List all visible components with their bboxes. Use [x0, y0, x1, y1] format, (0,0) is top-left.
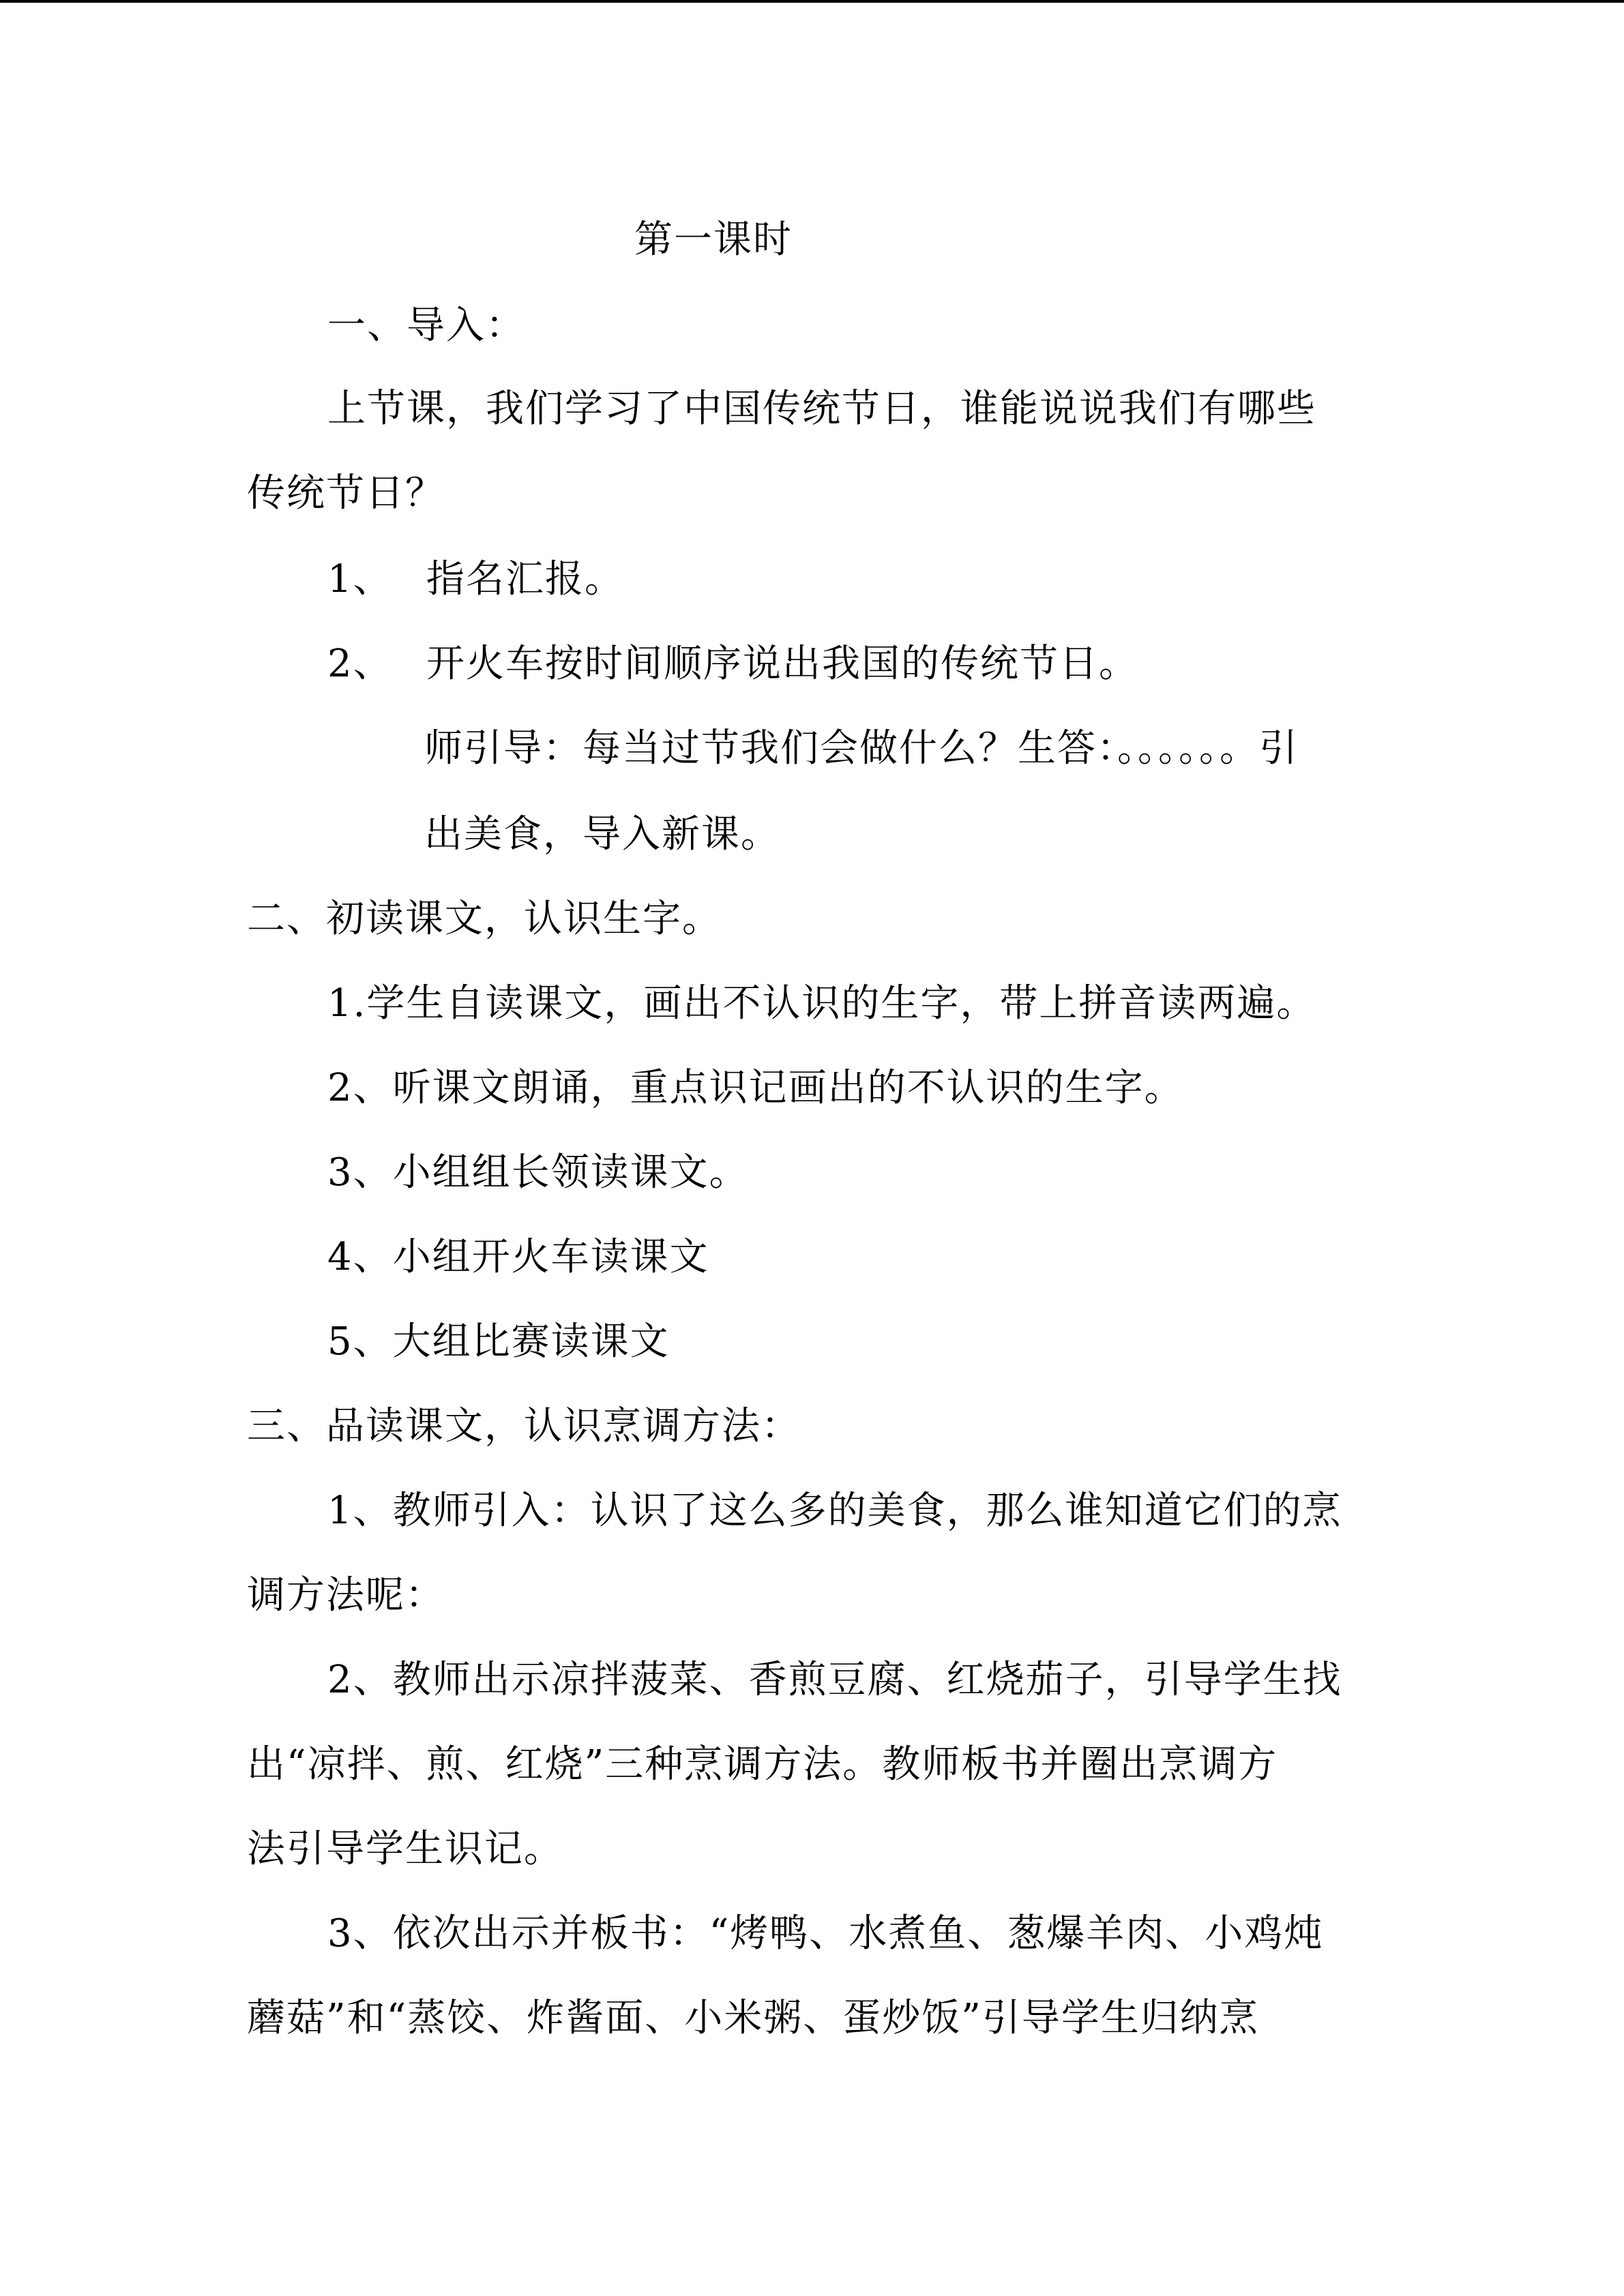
paragraph-line: 出美食，导入新课。: [424, 812, 780, 856]
list-item: 4、小组开火车读课文: [327, 1235, 709, 1279]
lesson-title: 第一课时: [634, 218, 793, 262]
list-item: 1.学生自读课文，画出不认识的生字，带上拼音读两遍。: [327, 981, 1316, 1026]
section-heading-intro: 一、导入：: [327, 303, 525, 348]
numbered-item: [327, 641, 1138, 687]
section-heading-cooking: 三、品读课文，认识烹调方法：: [247, 1404, 801, 1448]
list-item: 5、大组比赛读课文: [327, 1320, 670, 1364]
list-item: 3、小组组长领读课文。: [327, 1150, 749, 1195]
list-item: 2、听课文朗诵，重点识记画出的不认识的生字。: [327, 1066, 1184, 1110]
item-number: 2、: [327, 642, 393, 686]
paragraph-line: 上节课，我们学习了中国传统节日，谁能说说我们有哪些: [327, 387, 1316, 431]
item-number: 1、: [327, 557, 393, 601]
paragraph-line: 1、教师引入：认识了这么多的美食，那么谁知道它们的烹: [327, 1489, 1342, 1533]
paragraph-line: 法引导学生识记。: [247, 1827, 563, 1871]
numbered-item: [327, 556, 624, 603]
paragraph-line: 2、教师出示凉拌菠菜、香煎豆腐、红烧茄子，引导学生找: [327, 1658, 1342, 1702]
item-text: 指名汇报。: [426, 557, 624, 601]
paragraph-line: 师引导：每当过节我们会做什么？生答：。。。。。。引: [424, 726, 1299, 771]
paragraph-line: 出“凉拌、煎、红烧”三种烹调方法。教师板书并圈出烹调方: [247, 1742, 1278, 1787]
paragraph-line: 调方法呢：: [247, 1573, 445, 1617]
paragraph-line: 蘑菇”和“蒸饺、炸酱面、小米粥、蛋炒饭”引导学生归纳烹: [247, 1996, 1259, 2040]
paragraph-line: 传统节日？: [247, 471, 445, 516]
paragraph-line: 3、依次出示并板书：“烤鸭、水煮鱼、葱爆羊肉、小鸡炖: [327, 1911, 1324, 1956]
item-text: 开火车按时间顺序说出我国的传统节日。: [426, 642, 1138, 686]
section-heading-reading: 二、初读课文，认识生字。: [247, 897, 722, 941]
